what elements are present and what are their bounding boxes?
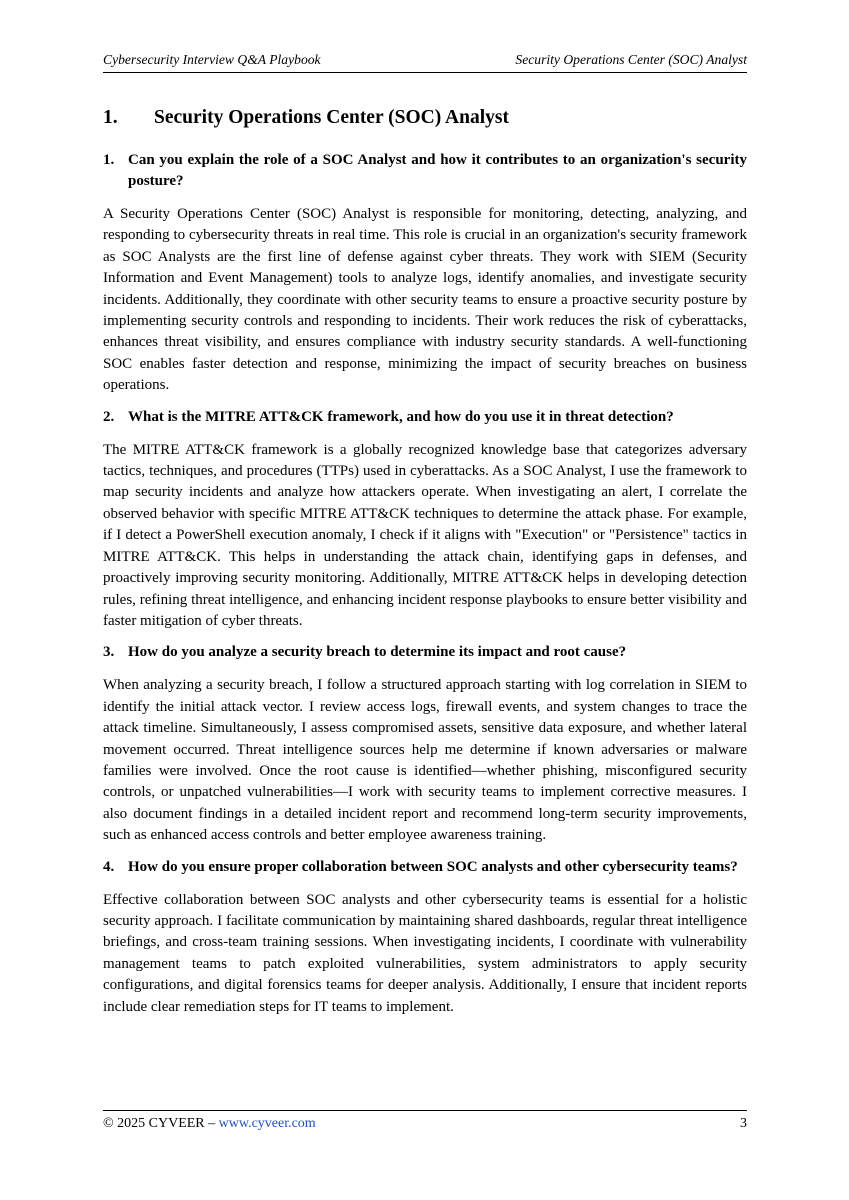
running-header [103, 52, 747, 73]
header-chapter-title: Security Operations Center (SOC) Analyst [515, 52, 747, 67]
question-4 [103, 857, 747, 878]
answer-2: The MITRE ATT&CK framework is a globally recognized knowledge base that categorizes adversary tactics, techniques, and procedures (TTPs) used in cyberattacks. As a SOC Analyst, I use the framework to map security incidents and analyze how attackers operate. When investigating an alert, I correlate the observed behavior with specific MITRE ATT&CK techniques to determine the attack phase. For example, if I detect a PowerShell execution anomaly, I check if it aligns with "Execution" or "Persistence" tactics in MITRE ATT&CK. This helps in understanding the attack chain, identifying gaps in defenses, and proactively improving security monitoring. Additionally, MITRE ATT&CK helps in developing detection rules, refining threat intelligence, and enhancing incident response playbooks to ensure better visibility and faster mitigation of cyber threats. [103, 441, 747, 629]
question-1 [103, 150, 747, 192]
question-text: Can you explain the role of a SOC Analyst and how it contributes to an organization's security posture? [128, 152, 747, 189]
answer-3: When analyzing a security breach, I follow a structured approach starting with log correlation in SIEM to identify the initial attack vector. I review access logs, firewall events, and system changes to trace the attack timeline. Simultaneously, I assess compromised assets, sensitive data exposure, and whether lateral movement occurred. Threat intelligence sources help me determine if known adversaries or malware families were involved. Once the root cause is identified—whether phishing, misconfigured security controls, or unpatched vulnerabilities—I work with security teams to implement corrective measures. I also document findings in a detailed incident report and recommend long-term security improvements, such as enhanced access controls and better employee awareness training. [103, 677, 747, 844]
running-footer [103, 1110, 747, 1132]
question-number: 3. [103, 644, 115, 661]
header-book-title: Cybersecurity Interview Q&A Playbook [103, 52, 321, 67]
question-3 [103, 642, 747, 663]
question-2 [103, 407, 747, 428]
footer-copyright: © 2025 CYVEER – [103, 1116, 219, 1131]
question-text: What is the MITRE ATT&CK framework, and how do you use it in threat detection? [128, 408, 674, 425]
question-text: How do you analyze a security breach to determine its impact and root cause? [128, 644, 627, 661]
chapter-number: 1. [103, 107, 118, 128]
answer-1: A Security Operations Center (SOC) Analyst is responsible for monitoring, detecting, analyzing, and responding to cybersecurity threats in real time. This role is crucial in an organization's security framework as SOC Analysts are the first line of defense against cyber threats. They work with SIEM (Security Information and Event Management) tools to analyze logs, identify anomalies, and investigate security incidents. Additionally, they coordinate with other security teams to ensure a proactive security posture by implementing security controls and responding to incidents. Their work reduces the risk of cyberattacks, enhances threat visibility, and ensures compliance with industry security standards. A well-functioning SOC enables faster detection and response, minimizing the impact of security breaches on business operations. [103, 206, 747, 394]
footer-website-link[interactable]: www.cyveer.com [218, 1116, 316, 1131]
chapter-title: Security Operations Center (SOC) Analyst [154, 107, 509, 128]
question-number: 2. [103, 408, 115, 425]
question-number: 1. [103, 152, 115, 168]
page-number: 3 [740, 1116, 747, 1131]
chapter-heading [103, 106, 747, 130]
question-text: How do you ensure proper collaboration between SOC analysts and other cybersecurity teams? [128, 858, 738, 875]
answer-4: Effective collaboration between SOC analysts and other cybersecurity teams is essential for a holistic security approach. I facilitate communication by maintaining shared dashboards, regular threat intelligence briefings, and cross-team training sessions. When investigating incidents, I coordinate with vulnerability management teams to patch exploited vulnerabilities, system administrators to apply security configurations, and digital forensics teams for deeper analysis. Additionally, I ensure that incident reports include clear remediation steps for IT teams to implement. [103, 891, 747, 1015]
page-content [103, 106, 747, 1018]
question-number: 4. [103, 858, 115, 875]
